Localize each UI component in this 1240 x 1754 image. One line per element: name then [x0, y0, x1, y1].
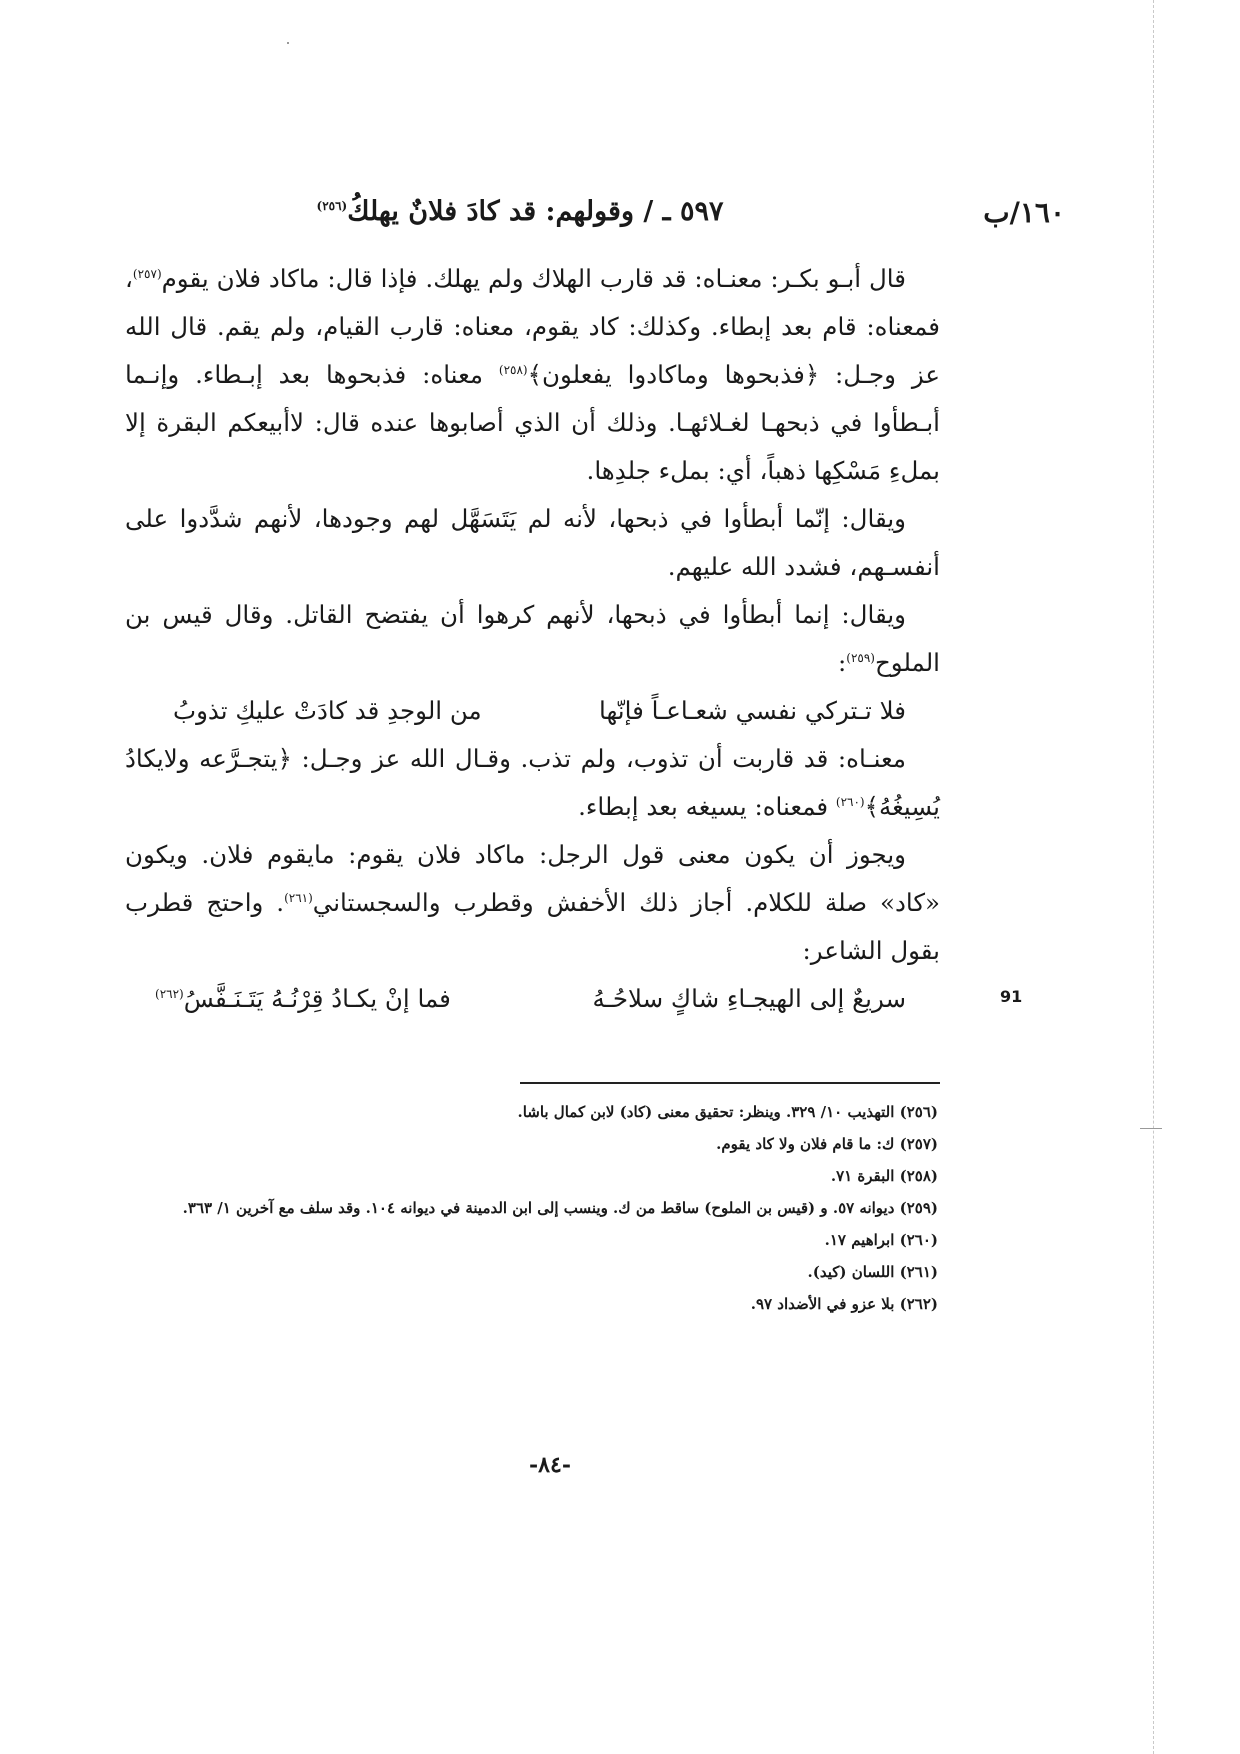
folio-number: ١٦٠/ب: [983, 196, 1065, 229]
text-run: معناه: فذبحوها بعد إبـطاء. وإنـما أبـطأوا في ذبحهـا لغـلائهـا. وذلك أن الذي أصابوها عنده قال: لاأبيعكم البقرة إلا بملءِ مَسْكِها ذهباً، أي: بملء جلدِها.: [125, 360, 940, 485]
paragraph: [125, 255, 940, 495]
footnote-ref: (٢٦١): [284, 890, 313, 905]
verse-second-hemistich: [155, 975, 451, 1023]
footnote-ref: (٢٥٨): [498, 362, 528, 377]
section-heading: [300, 196, 740, 227]
text-run: ويقال: إنّما أبطأوا في ذبحها، لأنه لم يَتَسَهَّل لهم وجودها، لأنهم شدَّدوا على أنفسـهم، فشدد الله عليهم.: [125, 504, 940, 581]
paragraph: [125, 591, 940, 687]
text-run: ويجوز أن يكون معنى قول الرجل: ماكاد فلان يقوم: مايقوم فلان. ويكون «كاد» صلة للكلام. أجاز ذلك الأخفش وقطرب والسجستاني: [125, 840, 940, 917]
footnote: (٢٦٢) بلا عزو في الأضداد ٩٧.: [750, 1295, 938, 1313]
text-run: ويقال: إنما أبطأوا في ذبحها، لأنهم كرهوا أن يفتضح القاتل. وقال قيس بن الملوح: [125, 600, 940, 677]
footnote-ref: (٢٦٠): [835, 794, 865, 809]
paragraph: [125, 495, 940, 591]
verse-text: فما إنْ يكـادُ قِرْنُـهُ يَتَـنَـفَّسُ: [183, 984, 451, 1013]
margin-number: 91: [1000, 987, 1023, 1006]
main-text: [125, 255, 940, 1023]
verse-second-hemistich: من الوجدِ قد كادَتْ عليكِ تذوبُ: [173, 696, 482, 725]
paragraph: [125, 735, 940, 831]
text-run: . واحتج قطرب بقول الشاعر:: [125, 888, 940, 965]
footnote-ref: (٢٥٦): [316, 199, 348, 213]
text-run: ، فمعناه: قام بعد إبطاء. وكذلك: كاد يقوم، معناه: قارب القيام، ولم يقم. قال الله عز وجـل: ﴿فذبحوها وماكادوا يفعلون﴾: [125, 264, 940, 389]
text-run: :: [837, 648, 847, 677]
footnote-ref: (٢٥٩): [846, 650, 875, 665]
footnote-separator: [520, 1082, 940, 1084]
poetry-verse: [125, 687, 940, 735]
heading-text: ٥٩٧ ـ / وقولهم: قد كادَ فلانٌ يهلكُ: [347, 196, 724, 227]
scan-edge-tick: [1140, 1128, 1162, 1129]
paragraph: [125, 831, 940, 975]
footnote: (٢٥٦) التهذيب ١٠/ ٣٢٩. وينظر: تحقيق معنى (كاد) لابن كمال باشا.: [517, 1103, 938, 1121]
verse-first-hemistich: فلا تـتركي نفسي شعـاعـاً فإنّها: [599, 696, 906, 725]
footnote: (٢٥٨) البقرة ٧١.: [830, 1167, 938, 1185]
footnote: (٢٥٩) ديوانه ٥٧. و (قيس بن الملوح) ساقط من ك. وينسب إلى ابن الدمينة في ديوانه ١٠٤. وقد سلف مع آخرين ١/ ٣٦٣.: [182, 1199, 938, 1217]
footnote-ref: (٢٥٧): [132, 266, 162, 281]
scan-speck: [287, 42, 289, 44]
footnote: (٢٦٠) ابراهيم ١٧.: [824, 1231, 938, 1249]
text-run: فمعناه: يسيغه بعد إبطاء.: [578, 792, 836, 821]
footnotes: [122, 1096, 938, 1320]
footnote-ref: (٢٦٢): [155, 986, 184, 1001]
text-run: معنـاه: قد قاربت أن تذوب، ولم تذب. وقـال الله عز وجـل: ﴿يتجـرَّعه ولايكادُ يُسِيغُهُ﴾: [125, 744, 940, 821]
page-number: -٨٤-: [529, 1452, 571, 1478]
verse-first-hemistich: سريعٌ إلى الهيجـاءِ شاكٍ سلاحُـهُ: [592, 984, 906, 1013]
text-run: قال أبـو بكـر: معنـاه: قد قارب الهلاك ولم يهلك. فإذا قال: ماكاد فلان يقوم: [161, 264, 906, 293]
poetry-verse: [125, 975, 940, 1023]
footnote: (٢٥٧) ك: ما قام فلان ولا كاد يقوم.: [716, 1135, 938, 1153]
scan-edge-line: [1153, 0, 1154, 1754]
footnote: (٢٦١) اللسان (كيد).: [807, 1263, 938, 1281]
